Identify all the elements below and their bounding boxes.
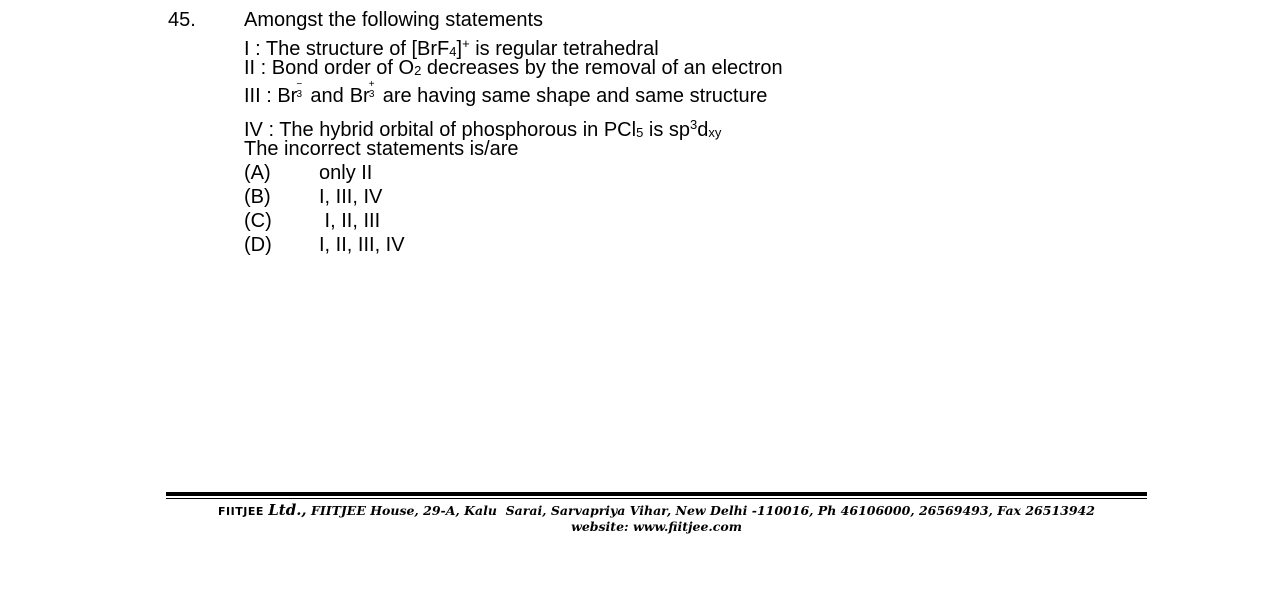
option-a-label: (A) (244, 162, 271, 184)
page-footer (166, 492, 1147, 534)
question-number: 45. (168, 9, 196, 31)
statement-1 (244, 32, 1184, 60)
statement-4-d: d (697, 119, 709, 141)
footer-address: FIITJEE House, 29-A, Kalu Sarai, Sarvapriya Vihar, New Delhi -110016, Ph 46106000, 26569493, Fax 26513942 (311, 503, 1095, 518)
option-a[interactable] (244, 161, 1184, 185)
option-c-label: (C) (244, 210, 272, 232)
option-d-text: I, II, III, IV (319, 234, 405, 256)
statement-4 (244, 113, 1184, 141)
statement-1-subscript: 4 (449, 44, 457, 59)
statement-4-middle: is sp (643, 119, 690, 141)
option-b[interactable] (244, 185, 1184, 209)
option-b-label: (B) (244, 186, 271, 208)
statement-1-suffix: is regular tetrahedral (469, 38, 659, 60)
statement-1-prefix: I : The structure of [BrF (244, 38, 450, 60)
statement-3 (244, 80, 1184, 113)
ion-2-charge: + (368, 79, 375, 90)
option-c[interactable] (244, 209, 1184, 233)
ion-br3-plus (349, 79, 377, 108)
footer-rule-thick (166, 492, 1147, 496)
statement-4-d-subscript: xy (708, 125, 722, 140)
question-intro: Amongst the following statements (244, 9, 544, 31)
statement-2-prefix: II : Bond order of O (244, 57, 415, 79)
statement-3-prefix: III : (244, 85, 278, 107)
statement-2-suffix: decreases by the removal of an electron (421, 57, 783, 79)
ion-2-base: Br (349, 85, 370, 107)
statement-4-prefix: IV : The hybrid orbital of phosphorous in PCl (244, 119, 637, 141)
statement-3-suffix: are having same shape and same structure (382, 85, 768, 107)
option-d-label: (D) (244, 234, 272, 256)
option-b-text: I, III, IV (319, 186, 383, 208)
statement-2 (244, 56, 1184, 80)
question-body (244, 8, 1184, 257)
option-d[interactable] (244, 233, 1184, 257)
footer-ltd: Ltd., (268, 501, 307, 519)
fiitjee-logo: FIITJEE (218, 505, 264, 518)
option-c-text: I, II, III (319, 210, 381, 232)
ion-1-subscript: 3 (296, 89, 303, 100)
ion-1-base: Br (277, 85, 298, 107)
ion-2-subscript: 3 (368, 89, 375, 100)
ion-1-charge: − (296, 79, 303, 90)
option-a-text: only II (319, 162, 373, 184)
statement-2-subscript: 2 (414, 63, 422, 78)
footer-website[interactable]: website: www.fiitjee.com (571, 519, 742, 534)
question-ask: The incorrect statements is/are (244, 138, 519, 160)
statement-4-superscript: 3 (690, 117, 698, 132)
footer-address-line (166, 503, 1147, 519)
statement-3-and: and (310, 85, 344, 107)
statement-4-subscript: 5 (636, 125, 644, 140)
statement-1-charge: + (462, 36, 470, 51)
ion-br3-minus (277, 79, 304, 108)
footer-rule-thin (166, 498, 1147, 499)
statement-1-bracket: ] (456, 38, 463, 60)
